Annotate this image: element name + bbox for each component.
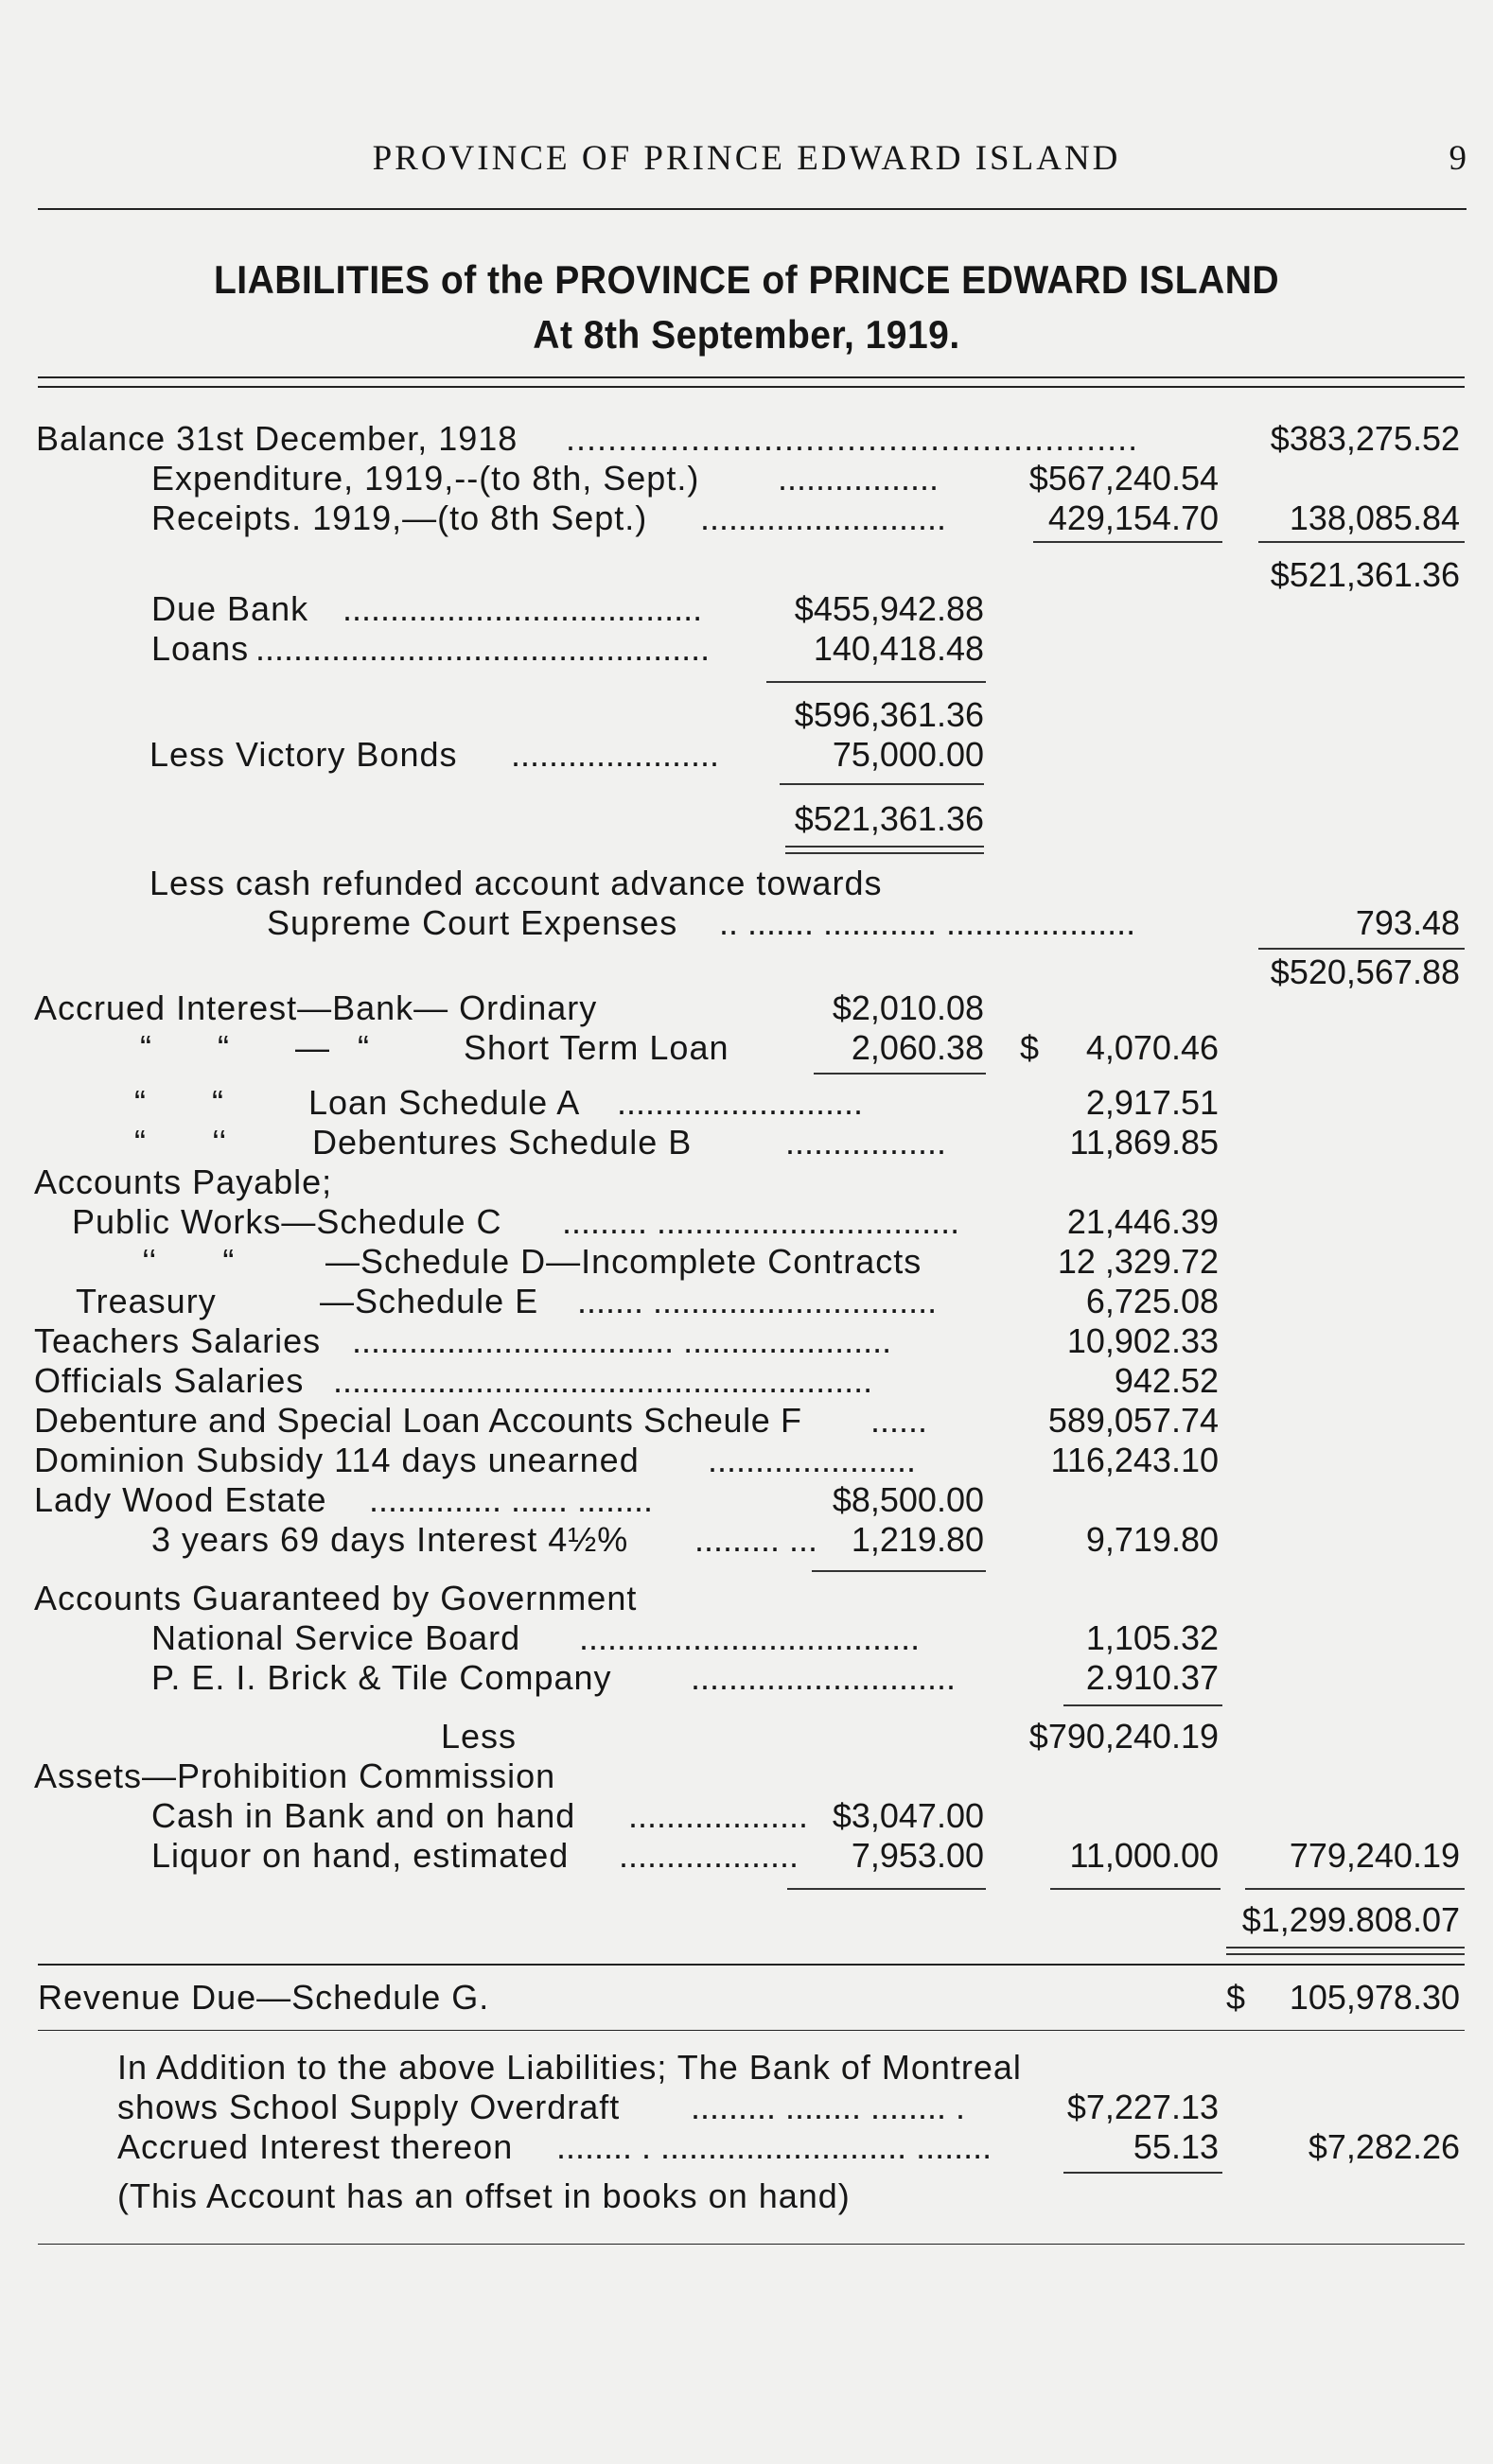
leader-dots: ....................................................... [566, 419, 1139, 458]
teachers-label: Teachers Salaries [34, 1321, 322, 1360]
short-term-underline [814, 1073, 986, 1075]
footer-rule [38, 2244, 1465, 2245]
addition-line-1: In Addition to the above Liabilities; The Bank of Montreal [117, 2048, 1022, 2087]
liquor-row [0, 1835, 1493, 1879]
lady-wood-amount: $8,500.00 [832, 1480, 984, 1519]
expenditure-label: Expenditure, 1919,--(to 8th, Sept.) [151, 459, 700, 498]
leader-dots: ...................... [511, 735, 720, 774]
loans-underline [766, 681, 986, 683]
debentures-b-row [0, 1122, 1493, 1165]
debentures-b-label: Debentures Schedule B [312, 1123, 693, 1162]
interest-row [0, 1519, 1493, 1563]
receipts-label: Receipts. 1919,—(to 8th Sept.) [151, 498, 648, 537]
grand-total-row [0, 1899, 1493, 1943]
due-bank-amount: $455,942.88 [794, 589, 984, 628]
balance-net-amount: 138,085.84 [1289, 498, 1460, 537]
leader-dots: .......................... [700, 498, 947, 537]
brick-amount: 2.910.37 [1085, 1658, 1219, 1697]
overdraft-row [0, 2087, 1493, 2130]
treasury-label: Treasury [76, 1282, 217, 1320]
interest-underline [812, 1570, 986, 1572]
bank-subtotal-row [0, 694, 1493, 738]
grand-total: $1,299.808.07 [1241, 1900, 1460, 1939]
schedule-d-label: —Schedule D—Incomplete Contracts [325, 1242, 922, 1281]
balance-total: $521,361.36 [1270, 555, 1460, 594]
leader-dots: ......................................................... [333, 1361, 873, 1400]
overdraft-label: shows School Supply Overdraft [117, 2088, 621, 2126]
loans-amount: 140,418.48 [813, 629, 984, 668]
receipts-underline [1033, 541, 1222, 543]
short-term-amount: 2,060.38 [851, 1028, 984, 1067]
loan-schedule-a-amount: 2,917.51 [1085, 1083, 1219, 1122]
offset-note: (This Account has an offset in books on hand) [117, 2176, 851, 2215]
guaranteed-heading: Accounts Guaranteed by Government [34, 1579, 638, 1617]
guaranteed-row [0, 1578, 1493, 1621]
bank-total: $521,361.36 [794, 799, 984, 838]
victory-bonds-amount: 75,000.00 [832, 735, 984, 774]
leader-dots: .................................... [579, 1618, 921, 1657]
expenditure-amount: $567,240.54 [1028, 459, 1219, 498]
liquor-amount: 7,953.00 [851, 1836, 984, 1875]
leader-dots: .................................. ...................... [352, 1321, 892, 1360]
header-rule [38, 208, 1467, 210]
assets-total: 11,000.00 [1069, 1836, 1219, 1875]
leader-dots: ......... ........ ........ . [691, 2088, 966, 2126]
leader-dots: ....... .............................. [577, 1282, 938, 1320]
dominion-row [0, 1440, 1493, 1483]
brick-row [0, 1657, 1493, 1701]
refund-amount: 793.48 [1355, 903, 1460, 942]
leader-dots: ......... ................................ [562, 1202, 960, 1241]
addition-row-1 [0, 2047, 1493, 2090]
assets-row [0, 1756, 1493, 1799]
refund-label-1: Less cash refunded account advance towards [149, 864, 883, 902]
dominion-label: Dominion Subsidy 114 days unearned [34, 1441, 640, 1479]
addition-interest-underline [1063, 2172, 1222, 2174]
schedule-d-row [0, 1241, 1493, 1284]
officials-label: Officials Salaries [34, 1361, 305, 1400]
title-rule-top [38, 376, 1465, 378]
document-subtitle: At 8th September, 1919. [533, 312, 960, 357]
ditto-marks: “ “ [134, 1083, 223, 1122]
lady-wood-label: Lady Wood Estate [34, 1480, 327, 1519]
leader-dots: ................................................ [255, 629, 711, 668]
liquor-label: Liquor on hand, estimated [151, 1836, 570, 1875]
grand-total-double-rule [1226, 1947, 1465, 1955]
brick-label: P. E. I. Brick & Tile Company [151, 1658, 612, 1697]
lady-wood-total: 9,719.80 [1085, 1520, 1219, 1559]
cash-label: Cash in Bank and on hand [151, 1796, 576, 1835]
debenture-f-label: Debenture and Special Loan Accounts Scheule F [34, 1401, 802, 1440]
leader-dots: ................... [628, 1796, 809, 1835]
leader-dots: ............................ [691, 1658, 957, 1697]
teachers-amount: 10,902.33 [1066, 1321, 1219, 1360]
leader-dots: .......................... [617, 1083, 864, 1122]
revenue-row [0, 1977, 1493, 2020]
revenue-top-rule [38, 1964, 1465, 1966]
nsb-label: National Service Board [151, 1618, 521, 1657]
dollar-sign: $ [1020, 1028, 1040, 1067]
note-row [0, 2176, 1493, 2219]
victory-bonds-label: Less Victory Bonds [149, 735, 458, 774]
due-bank-row [0, 588, 1493, 632]
leader-dots: ...................................... [343, 589, 703, 628]
leader-dots: .. ....... ............ .................... [719, 903, 1136, 942]
leader-dots: ......... ... [694, 1520, 818, 1559]
due-bank-label: Due Bank [151, 589, 309, 628]
dollar-sign: $ [1226, 1978, 1246, 2017]
addition-total: $7,282.26 [1308, 2127, 1460, 2166]
running-title: PROVINCE OF PRINCE EDWARD ISLAND [372, 139, 1121, 178]
loans-row [0, 628, 1493, 672]
debentures-b-amount: 11,869.85 [1069, 1123, 1219, 1162]
assets-total-underline [1050, 1888, 1221, 1890]
addition-interest-amount: 55.13 [1133, 2127, 1219, 2166]
liquor-underline [787, 1888, 986, 1890]
refund-row-1 [0, 863, 1493, 906]
leader-dots: ................. [785, 1123, 947, 1162]
net-underline [1258, 541, 1465, 543]
leader-dots: ................. [778, 459, 940, 498]
revenue-label: Revenue Due—Schedule G. [38, 1978, 490, 2017]
accounts-payable-row [0, 1162, 1493, 1205]
bank-total-row [0, 798, 1493, 842]
short-term-label: Short Term Loan [464, 1028, 729, 1067]
interest-amount: 1,219.80 [851, 1520, 984, 1559]
document-title: LIABILITIES of the PROVINCE of PRINCE EDWARD ISLAND [213, 257, 1280, 302]
leader-dots: ........ . .......................... ........ [556, 2127, 992, 2166]
officials-row [0, 1360, 1493, 1404]
receipts-amount: 429,154.70 [1047, 498, 1219, 537]
page-number: 9 [1449, 139, 1467, 178]
refund-row-2 [0, 902, 1493, 946]
ditto-marks: “ “ — “ [140, 1028, 369, 1067]
debenture-f-amount: 589,057.74 [1047, 1401, 1219, 1440]
brick-underline [1063, 1704, 1222, 1706]
cash-amount: $3,047.00 [832, 1796, 984, 1835]
schedule-e-row [0, 1281, 1493, 1324]
public-works-c-amount: 21,446.39 [1066, 1202, 1219, 1241]
cash-row [0, 1795, 1493, 1839]
overdraft-amount: $7,227.13 [1066, 2088, 1219, 2126]
loan-schedule-a-label: Loan Schedule A [308, 1083, 581, 1122]
assets-net-underline [1245, 1888, 1465, 1890]
victory-underline [780, 783, 984, 785]
accrued-short-term-row [0, 1027, 1493, 1071]
leader-dots: ...... [870, 1401, 928, 1440]
nsb-amount: 1,105.32 [1085, 1618, 1219, 1657]
assets-heading: Assets—Prohibition Commission [34, 1756, 556, 1795]
expenditure-row [0, 458, 1493, 501]
addition-interest-label: Accrued Interest thereon [117, 2127, 514, 2166]
officials-amount: 942.52 [1114, 1361, 1219, 1400]
public-works-c-label: Public Works—Schedule C [72, 1202, 502, 1241]
guaranteed-subtotal: $790,240.19 [1028, 1717, 1219, 1756]
assets-net: 779,240.19 [1289, 1836, 1460, 1875]
less-label: Less [441, 1717, 518, 1756]
refund-label-2: Supreme Court Expenses [267, 903, 678, 942]
balance-row [0, 418, 1493, 462]
interest-label: 3 years 69 days Interest 4½% [151, 1520, 629, 1559]
bank-total-double-rule [785, 846, 984, 854]
refund-underline [1258, 948, 1465, 950]
schedule-e-label: —Schedule E [320, 1282, 539, 1320]
public-works-c-row [0, 1201, 1493, 1245]
debenture-f-row [0, 1400, 1493, 1443]
title-rule-bottom [38, 386, 1465, 388]
loans-label: Loans [151, 629, 250, 668]
schedule-e-amount: 6,725.08 [1085, 1282, 1219, 1320]
accrued-ordinary-row [0, 987, 1493, 1031]
dominion-amount: 116,243.10 [1050, 1441, 1219, 1479]
accrued-ordinary-amount: $2,010.08 [832, 988, 984, 1027]
leader-dots: .............. ...... ........ [369, 1480, 654, 1519]
schedule-d-amount: 12 ,329.72 [1057, 1242, 1219, 1281]
ditto-marks: “ ‘‘ [134, 1123, 227, 1162]
receipts-row [0, 498, 1493, 541]
lady-wood-row [0, 1479, 1493, 1523]
balance-label: Balance 31st December, 1918 [36, 419, 518, 458]
teachers-row [0, 1320, 1493, 1364]
nsb-row [0, 1617, 1493, 1661]
addition-interest-row [0, 2126, 1493, 2170]
bank-subtotal: $596,361.36 [794, 695, 984, 734]
victory-bonds-row [0, 734, 1493, 778]
revenue-bottom-rule [38, 2030, 1465, 2031]
accounts-payable-heading: Accounts Payable; [34, 1162, 333, 1201]
ditto-marks: ‘‘ “ [142, 1242, 235, 1281]
bank-interest-total: 4,070.46 [1085, 1028, 1219, 1067]
leader-dots: ................... [619, 1836, 799, 1875]
loan-schedule-a-row [0, 1082, 1493, 1126]
leader-dots: ...................... [708, 1441, 917, 1479]
refund-total: $520,567.88 [1270, 952, 1460, 991]
balance-amount: $383,275.52 [1270, 419, 1460, 458]
less-row [0, 1716, 1493, 1759]
accrued-ordinary-label: Accrued Interest—Bank— Ordinary [34, 988, 598, 1027]
revenue-amount: 105,978.30 [1289, 1978, 1460, 2017]
